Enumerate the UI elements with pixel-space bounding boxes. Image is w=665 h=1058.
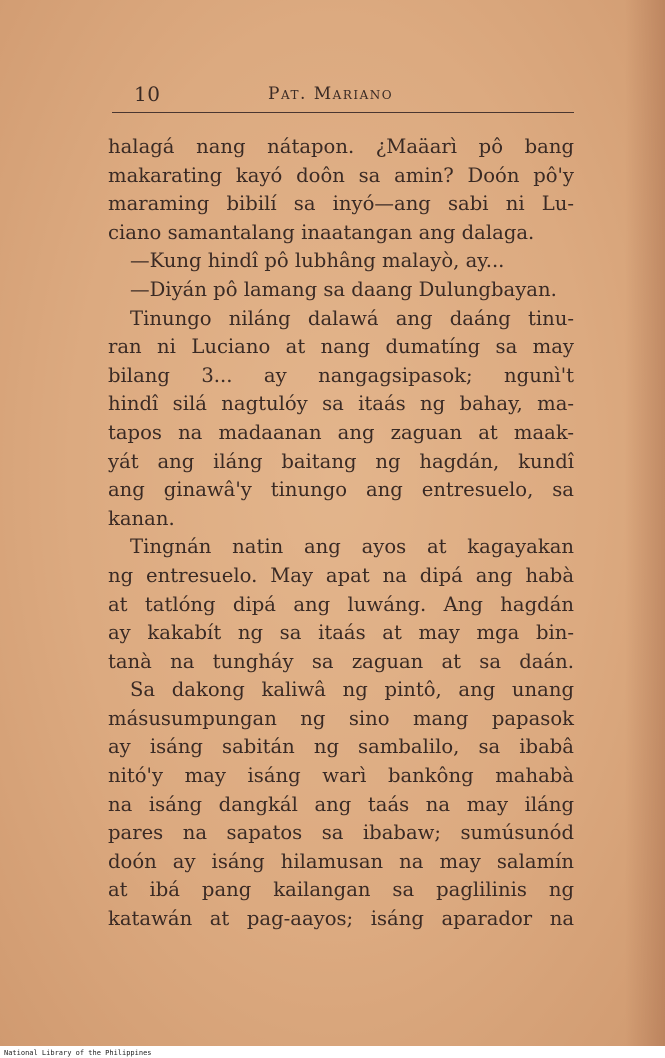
text-line: halagá nang nátapon. ¿Maäarì pô bang [108, 135, 574, 158]
text-line: ran ni Luciano at nang dumatíng sa may [108, 335, 574, 359]
text-line: tapos na madaanan ang zaguan at maak- [108, 420, 574, 444]
text-line: Tinungo niláng dalawá ang daáng tinu- [130, 306, 574, 330]
text-line: at ibá pang kailangan sa paglilinis ng [108, 878, 574, 902]
text-line: kanan. [108, 506, 175, 530]
text-line: na isáng dangkál ang taás na may iláng [108, 792, 574, 816]
body-text [108, 133, 574, 934]
text-line: Sa dakong kaliwâ ng pintô, ang unang [130, 678, 574, 702]
text-line: —Diyán pô lamang sa daang Dulungbayan. [130, 277, 557, 301]
page-header [112, 82, 574, 113]
running-title: Pat. Mariano [268, 84, 394, 104]
text-line: ciano samantalang inaatangan ang dalaga. [108, 220, 535, 244]
page-number: 10 [134, 82, 161, 106]
text-line: nitó'y may isáng warì bankông mahabà [108, 764, 574, 788]
text-line: doón ay isáng hilamusan na may salamín [108, 849, 574, 873]
text-line: másusumpungan ng sino mang papasok [108, 706, 574, 730]
text-line: ay isáng sabitán ng sambalilo, sa ibabâ [108, 735, 574, 759]
text-line: bilang 3... ay nangagsipasok; ngunì't [108, 363, 574, 387]
text-line: maraming bibilí sa inyó—ang sabi ni Lu- [108, 192, 574, 216]
text-line: ay kakabít ng sa itaás at may mga bin- [108, 621, 574, 645]
text-line: katawán at pag-aayos; isáng aparador na [108, 907, 574, 931]
text-line: pares na sapatos sa ibabaw; sumúsunód [108, 821, 574, 845]
text-line: yát ang iláng baitang ng hagdán, kundî [108, 449, 574, 473]
text-line: Tingnán natin ang ayos at kagayakan [130, 535, 574, 559]
text-line: ng entresuelo. May apat na dipá ang habà [108, 563, 574, 587]
text-line: —Kung hindî pô lubhâng malayò, ay... [130, 249, 505, 273]
text-line: ang ginawâ'y tinungo ang entresuelo, sa [108, 478, 574, 502]
text-line: makarating kayó doôn sa amin? Doón pô'y [108, 163, 574, 187]
text-line: tanà na tungháy sa zaguan at sa daán. [108, 649, 574, 673]
text-line: at tatlóng dipá ang luwáng. Ang hagdán [108, 592, 574, 616]
library-credit: National Library of the Philippines [4, 1049, 152, 1057]
text-line: hindî silá nagtulóy sa itaás ng bahay, ma- [108, 392, 574, 416]
